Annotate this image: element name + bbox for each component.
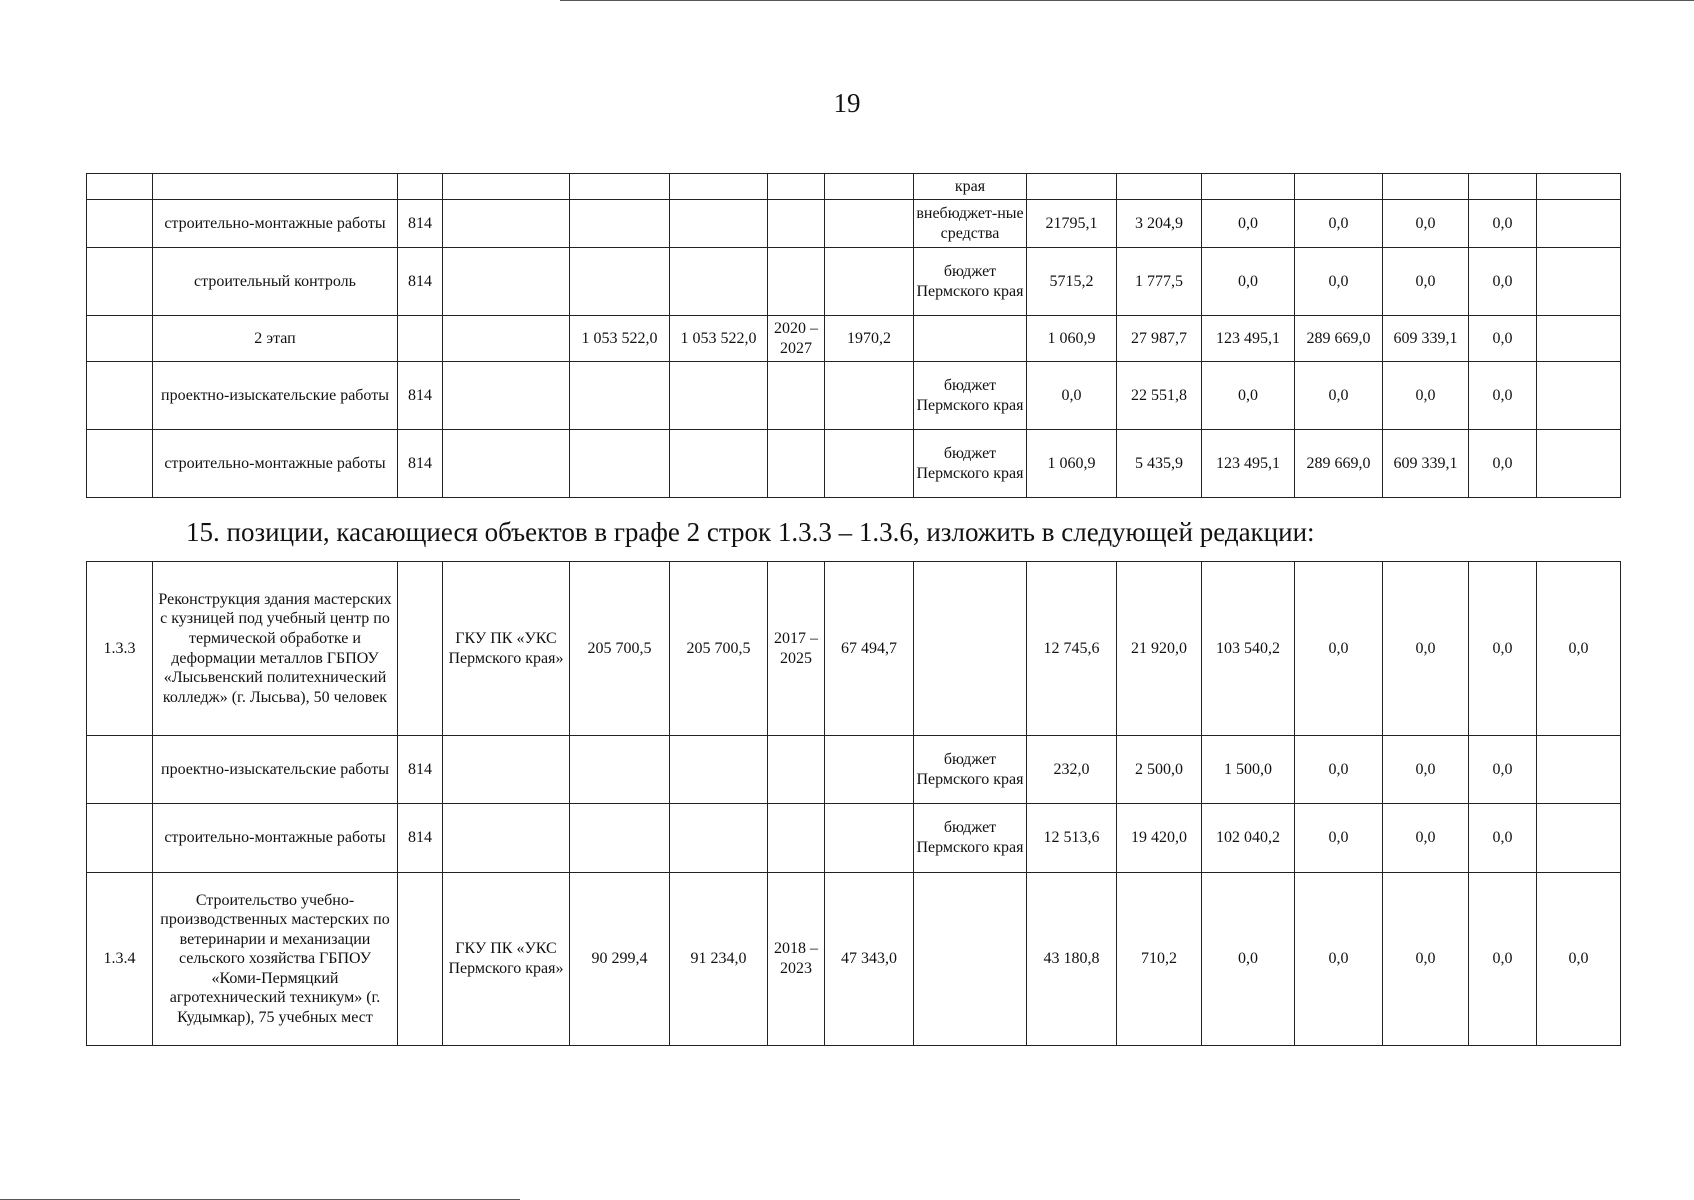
table-cell-col-16: 0,0 [1537,562,1621,736]
table-cell-col-14: 0,0 [1383,804,1469,873]
table-cell-col-2: строительно-монтажные работы [153,430,398,498]
page-number: 19 [833,88,861,118]
table-cell-col-6 [670,248,768,316]
table-cell-col-5: 205 700,5 [570,562,670,736]
table-cell-col-6 [670,736,768,804]
table-cell-col-4 [443,736,570,804]
table-cell-col-8: 47 343,0 [825,873,914,1046]
table-row [87,562,1621,736]
table-cell-col-11 [1117,174,1202,200]
table-cell-col-3 [398,174,443,200]
table-cell-col-1 [87,362,153,430]
table-cell-col-3: 814 [398,200,443,248]
table-cell-col-13: 0,0 [1295,736,1383,804]
table-cell-col-12 [1202,174,1295,200]
table-cell-col-4 [443,804,570,873]
table-cell-col-1: 1.3.4 [87,873,153,1046]
table-cell-col-6 [670,804,768,873]
table-cell-col-4: ГКУ ПК «УКС Пермского края» [443,873,570,1046]
table-cell-col-3: 814 [398,248,443,316]
table-cell-col-9: бюджет Пермского края [914,362,1027,430]
table-cell-col-7 [768,430,825,498]
table-cell-col-5: 1 053 522,0 [570,316,670,362]
table-row [87,736,1621,804]
table-cell-col-5 [570,200,670,248]
table-cell-col-12: 102 040,2 [1202,804,1295,873]
table-cell-col-8: 67 494,7 [825,562,914,736]
table-cell-col-7 [768,248,825,316]
table-cell-col-4 [443,316,570,362]
table-cell-col-9 [914,873,1027,1046]
table-cell-col-5 [570,804,670,873]
table-cell-col-12: 123 495,1 [1202,430,1295,498]
table-cell-col-4 [443,248,570,316]
table-row [87,873,1621,1046]
table-cell-col-7 [768,362,825,430]
table-cell-col-13 [1295,174,1383,200]
table-cell-col-4: ГКУ ПК «УКС Пермского края» [443,562,570,736]
table-cell-col-11: 21 920,0 [1117,562,1202,736]
table-cell-col-12: 1 500,0 [1202,736,1295,804]
table-row [87,248,1621,316]
table-cell-col-16 [1537,316,1621,362]
table-cell-col-16 [1537,736,1621,804]
table-cell-col-3 [398,562,443,736]
table-cell-col-14 [1383,174,1469,200]
table-cell-col-14: 0,0 [1383,562,1469,736]
table-cell-col-9 [914,316,1027,362]
table-cell-col-6 [670,174,768,200]
table-cell-col-10: 1 060,9 [1027,430,1117,498]
table-cell-col-15: 0,0 [1469,562,1537,736]
table-cell-col-16 [1537,200,1621,248]
table-cell-col-14: 0,0 [1383,873,1469,1046]
table-cell-col-5 [570,736,670,804]
table-cell-col-14: 0,0 [1383,736,1469,804]
table-cell-col-12: 0,0 [1202,200,1295,248]
table-cell-col-12: 0,0 [1202,362,1295,430]
table-cell-col-14: 0,0 [1383,362,1469,430]
table-cell-col-10: 12 513,6 [1027,804,1117,873]
table-cell-col-8 [825,362,914,430]
table-cell-col-10 [1027,174,1117,200]
table-row [87,804,1621,873]
table-cell-col-8 [825,736,914,804]
table-cell-col-9: бюджет Пермского края [914,248,1027,316]
table-cell-col-15: 0,0 [1469,200,1537,248]
table-cell-col-11: 5 435,9 [1117,430,1202,498]
table-cell-col-16 [1537,174,1621,200]
table-cell-col-7: 2017 – 2025 [768,562,825,736]
table-cell-col-6: 91 234,0 [670,873,768,1046]
table-cell-col-2: проектно-изыскательские работы [153,362,398,430]
table-cell-col-12: 0,0 [1202,248,1295,316]
table-cell-col-8 [825,430,914,498]
table-cell-col-16 [1537,362,1621,430]
table-cell-col-15: 0,0 [1469,430,1537,498]
table-cell-col-14: 609 339,1 [1383,316,1469,362]
table-cell-col-7: 2018 – 2023 [768,873,825,1046]
table-cell-col-13: 289 669,0 [1295,430,1383,498]
table-cell-col-11: 3 204,9 [1117,200,1202,248]
table-cell-col-4 [443,200,570,248]
table-cell-col-7: 2020 – 2027 [768,316,825,362]
table-cell-col-2: Строительство учебно-производственных мастерских по ветеринарии и механизации сельского хозяйства ГБПОУ «Коми-Пермяцкий агротехнический техникум» (г. Кудымкар), 75 учебных мест [153,873,398,1046]
table-cell-col-3 [398,873,443,1046]
table-cell-col-5 [570,248,670,316]
table-cell-col-1 [87,736,153,804]
table-cell-col-3: 814 [398,804,443,873]
table-cell-col-9: бюджет Пермского края [914,804,1027,873]
table-cell-col-16 [1537,804,1621,873]
table-cell-col-1 [87,174,153,200]
scan-edge-top [560,0,1694,1]
table-cell-col-14: 609 339,1 [1383,430,1469,498]
table-cell-col-5 [570,174,670,200]
table-cell-col-11: 19 420,0 [1117,804,1202,873]
table-cell-col-2: Реконструкция здания мастерских с кузницей под учебный центр по термической обработке и деформации металлов ГБПОУ «Лысьвенский политехнический колледж» (г. Лысьва), 50 человек [153,562,398,736]
table-cell-col-4 [443,362,570,430]
table-cell-col-9: края [914,174,1027,200]
table-cell-col-8 [825,804,914,873]
table-row [87,316,1621,362]
table-cell-col-7 [768,200,825,248]
table-cell-col-1: 1.3.3 [87,562,153,736]
table-cell-col-6: 205 700,5 [670,562,768,736]
table-cell-col-13: 289 669,0 [1295,316,1383,362]
table-cell-col-8 [825,174,914,200]
table-cell-col-10: 0,0 [1027,362,1117,430]
table-cell-col-15: 0,0 [1469,804,1537,873]
table-cell-col-2: 2 этап [153,316,398,362]
table-cell-col-11: 1 777,5 [1117,248,1202,316]
table-cell-col-7 [768,174,825,200]
table-cell-col-1 [87,804,153,873]
table-cell-col-15: 0,0 [1469,248,1537,316]
table-cell-col-7 [768,736,825,804]
table-cell-col-6 [670,362,768,430]
table-cell-col-3: 814 [398,430,443,498]
table-cell-col-16 [1537,430,1621,498]
table-cell-col-9: внебюджет-ные средства [914,200,1027,248]
table-cell-col-5: 90 299,4 [570,873,670,1046]
table-cell-col-13: 0,0 [1295,873,1383,1046]
table-cell-col-13: 0,0 [1295,804,1383,873]
section-heading: 15. позиции, касающиеся объектов в графе 2 строк 1.3.3 – 1.3.6, изложить в следующей редакции: [186,517,1315,547]
table-cell-col-4 [443,174,570,200]
table-cell-col-2: строительно-монтажные работы [153,804,398,873]
table-cell-col-1 [87,430,153,498]
table-cell-col-11: 2 500,0 [1117,736,1202,804]
table-cell-col-2: проектно-изыскательские работы [153,736,398,804]
table-cell-col-8: 1970,2 [825,316,914,362]
table-cell-col-10: 1 060,9 [1027,316,1117,362]
table-cell-col-9 [914,562,1027,736]
table-row [87,200,1621,248]
table-cell-col-9: бюджет Пермского края [914,736,1027,804]
table-cell-col-8 [825,200,914,248]
table-cell-col-10: 21795,1 [1027,200,1117,248]
table-cell-col-5 [570,430,670,498]
table-cell-col-9: бюджет Пермского края [914,430,1027,498]
table-cell-col-7 [768,804,825,873]
table-cell-col-2 [153,174,398,200]
table-cell-col-3: 814 [398,736,443,804]
table-cell-col-11: 710,2 [1117,873,1202,1046]
table-cell-col-13: 0,0 [1295,248,1383,316]
table-cell-col-10: 232,0 [1027,736,1117,804]
table-cell-col-6: 1 053 522,0 [670,316,768,362]
table-cell-col-14: 0,0 [1383,248,1469,316]
table-cell-col-13: 0,0 [1295,562,1383,736]
budget-table-objects [86,561,1621,1046]
table-cell-col-1 [87,316,153,362]
table-cell-col-16 [1537,248,1621,316]
table-cell-col-13: 0,0 [1295,362,1383,430]
table-cell-col-12: 0,0 [1202,873,1295,1046]
table-row [87,174,1621,200]
table-cell-col-10: 43 180,8 [1027,873,1117,1046]
table-cell-col-2: строительно-монтажные работы [153,200,398,248]
table-cell-col-15: 0,0 [1469,736,1537,804]
budget-table-continued [86,173,1621,498]
table-cell-col-4 [443,430,570,498]
table-cell-col-2: строительный контроль [153,248,398,316]
table-cell-col-5 [570,362,670,430]
table-cell-col-3 [398,316,443,362]
table-cell-col-6 [670,430,768,498]
table-cell-col-1 [87,200,153,248]
table-cell-col-3: 814 [398,362,443,430]
table-cell-col-6 [670,200,768,248]
table-cell-col-16: 0,0 [1537,873,1621,1046]
table-row [87,362,1621,430]
table-cell-col-10: 5715,2 [1027,248,1117,316]
table-cell-col-11: 22 551,8 [1117,362,1202,430]
table-row [87,430,1621,498]
table-cell-col-11: 27 987,7 [1117,316,1202,362]
table-cell-col-13: 0,0 [1295,200,1383,248]
table-cell-col-12: 103 540,2 [1202,562,1295,736]
table-cell-col-15 [1469,174,1537,200]
table-cell-col-15: 0,0 [1469,316,1537,362]
table-cell-col-15: 0,0 [1469,362,1537,430]
table-cell-col-15: 0,0 [1469,873,1537,1046]
table-cell-col-1 [87,248,153,316]
table-cell-col-8 [825,248,914,316]
table-cell-col-14: 0,0 [1383,200,1469,248]
table-cell-col-10: 12 745,6 [1027,562,1117,736]
table-cell-col-12: 123 495,1 [1202,316,1295,362]
